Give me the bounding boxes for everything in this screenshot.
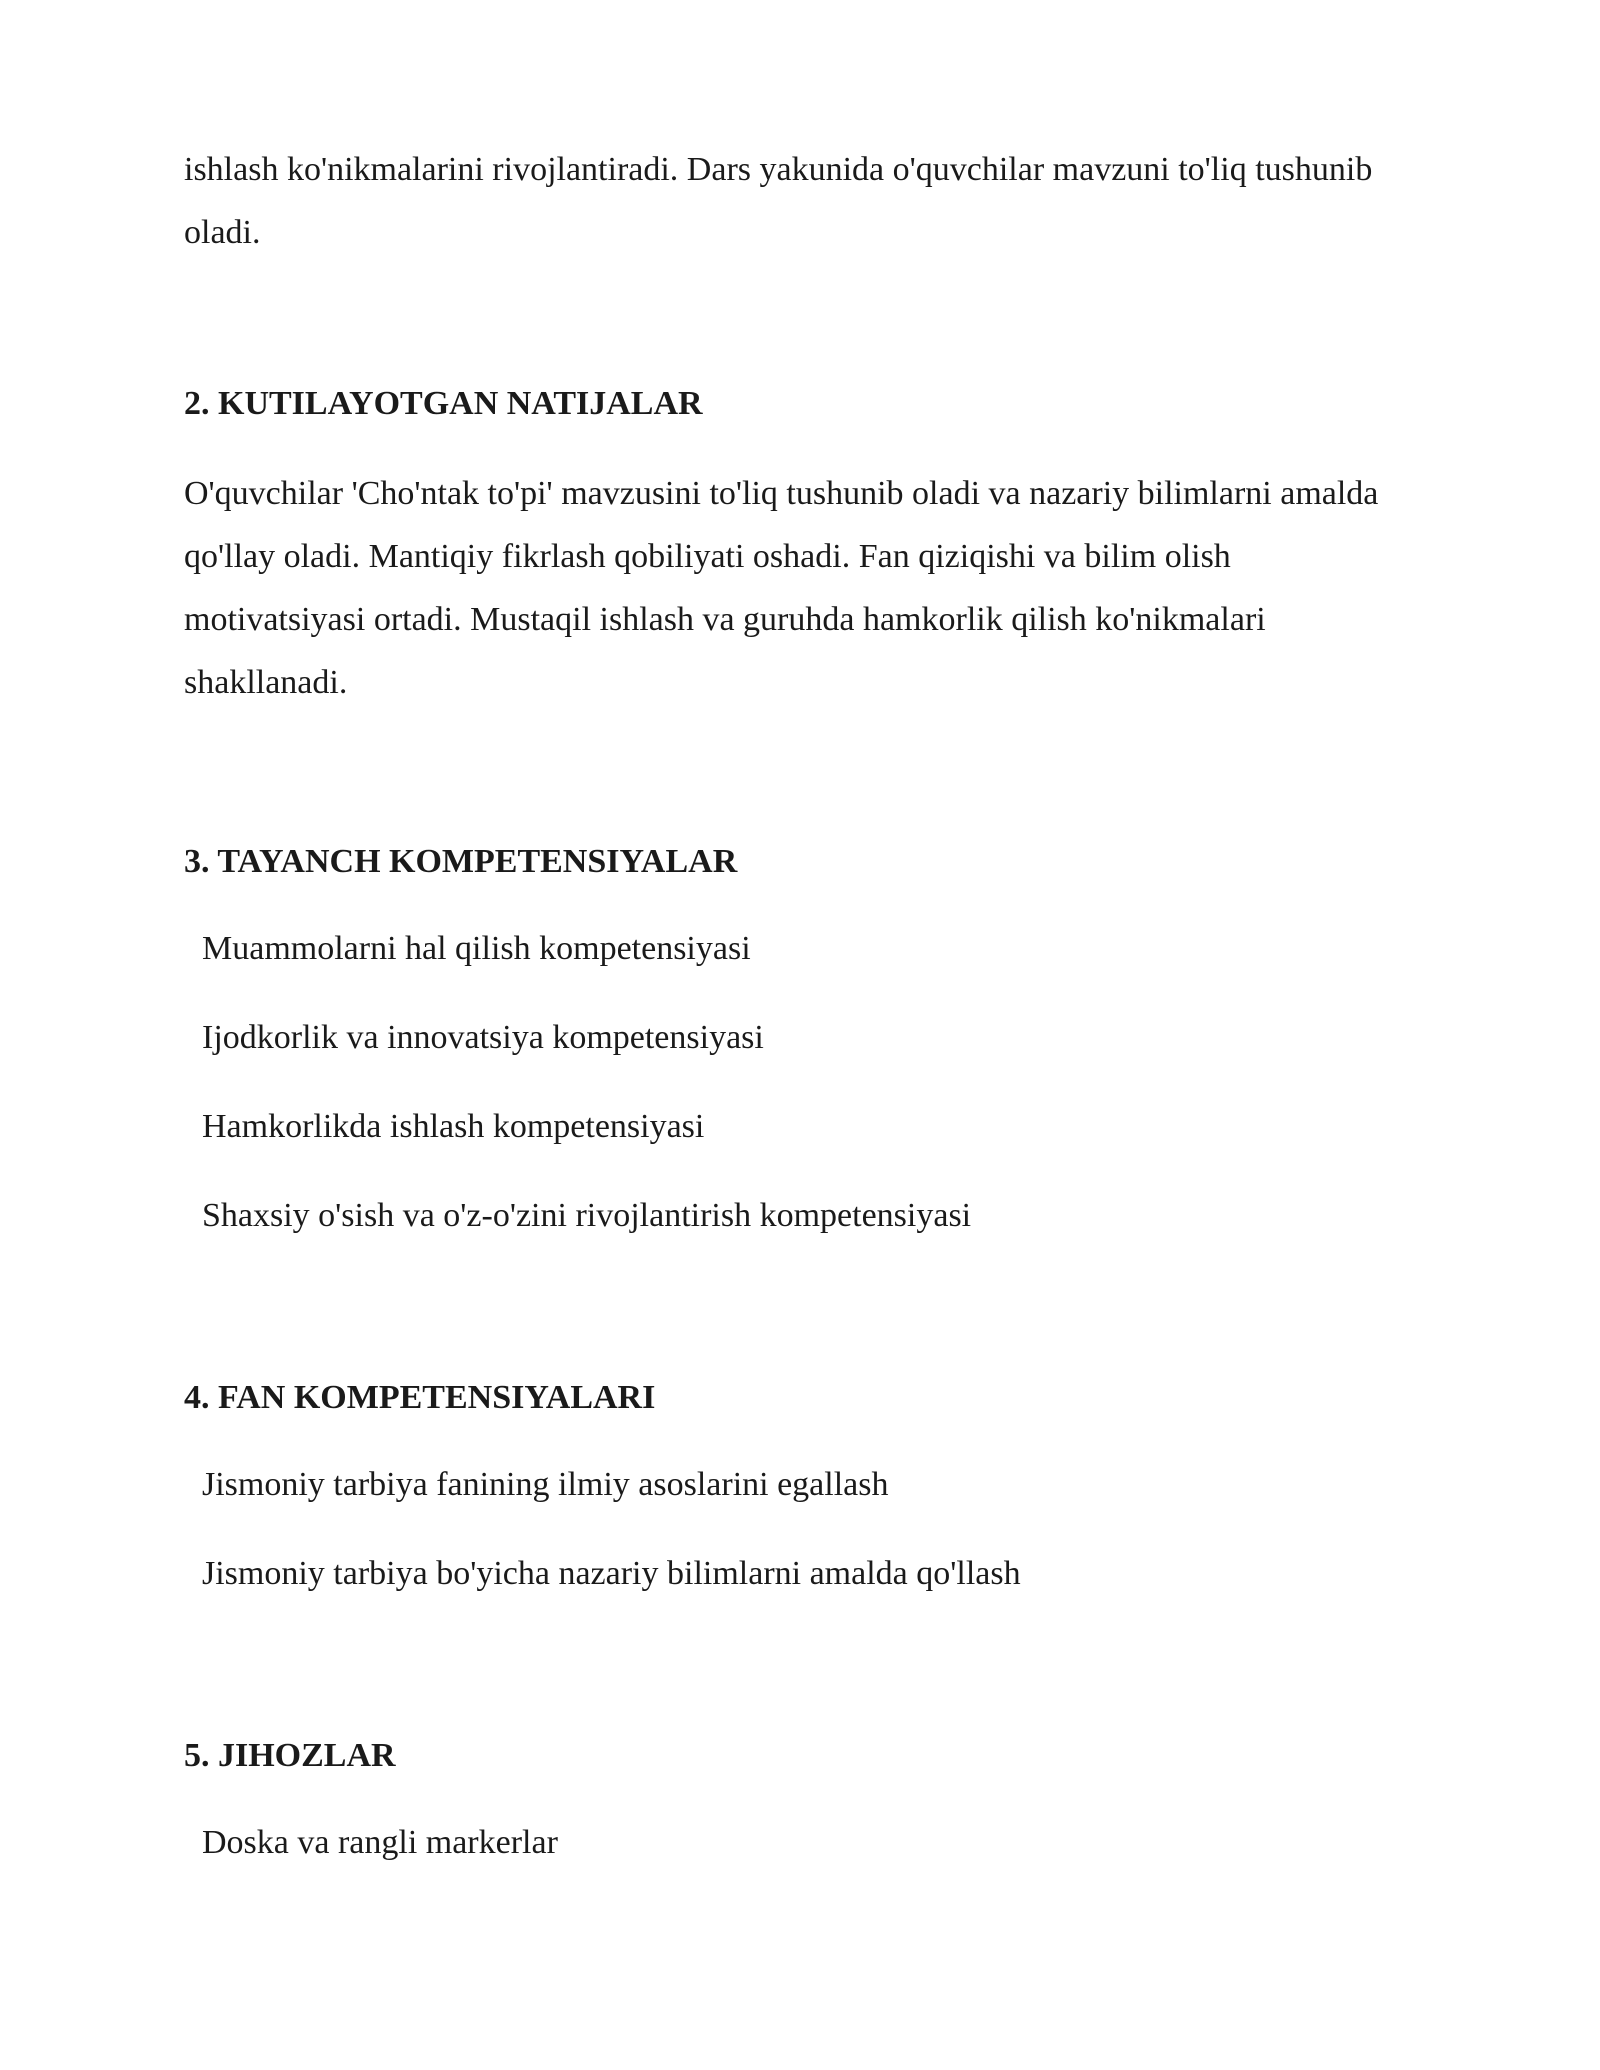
list-item: Shaxsiy o'sish va o'z-o'zini rivojlantirish kompetensiyasi — [202, 1197, 972, 1234]
list-item: Hamkorlikda ishlash kompetensiyasi — [202, 1108, 705, 1145]
list-item: Ijodkorlik va innovatsiya kompetensiyasi — [202, 1019, 764, 1056]
list-item: Doska va rangli markerlar — [202, 1824, 558, 1861]
section-heading-core-competencies: 3. TAYANCH KOMPETENSIYALAR — [184, 843, 738, 880]
list-item: Jismoniy tarbiya bo'yicha nazariy bilimlarni amalda qo'llash — [202, 1555, 1021, 1592]
section-heading-equipment: 5. JIHOZLAR — [184, 1737, 396, 1774]
section-heading-expected-results: 2. KUTILAYOTGAN NATIJALAR — [184, 385, 703, 422]
expected-results-paragraph: O'quvchilar 'Cho'ntak to'pi' mavzusini to'liq tushunib oladi va nazariy bilimlarni amalda qo'llay oladi. Mantiqiy fikrlash qobiliyati oshadi. Fan qiziqishi va bilim olish motivatsiyasi ortadi. Mustaqil ishlash va guruhda hamkorlik qilish ko'nikmalari shakllanadi. — [184, 475, 1379, 701]
list-item: Jismoniy tarbiya fanining ilmiy asoslarini egallash — [202, 1466, 889, 1503]
intro-paragraph: ishlash ko'nikmalarini rivojlantiradi. Dars yakunida o'quvchilar mavzuni to'liq tushunib oladi. — [184, 151, 1373, 251]
list-item: Muammolarni hal qilish kompetensiyasi — [202, 930, 751, 967]
section-heading-subject-competencies: 4. FAN KOMPETENSIYALARI — [184, 1379, 656, 1416]
